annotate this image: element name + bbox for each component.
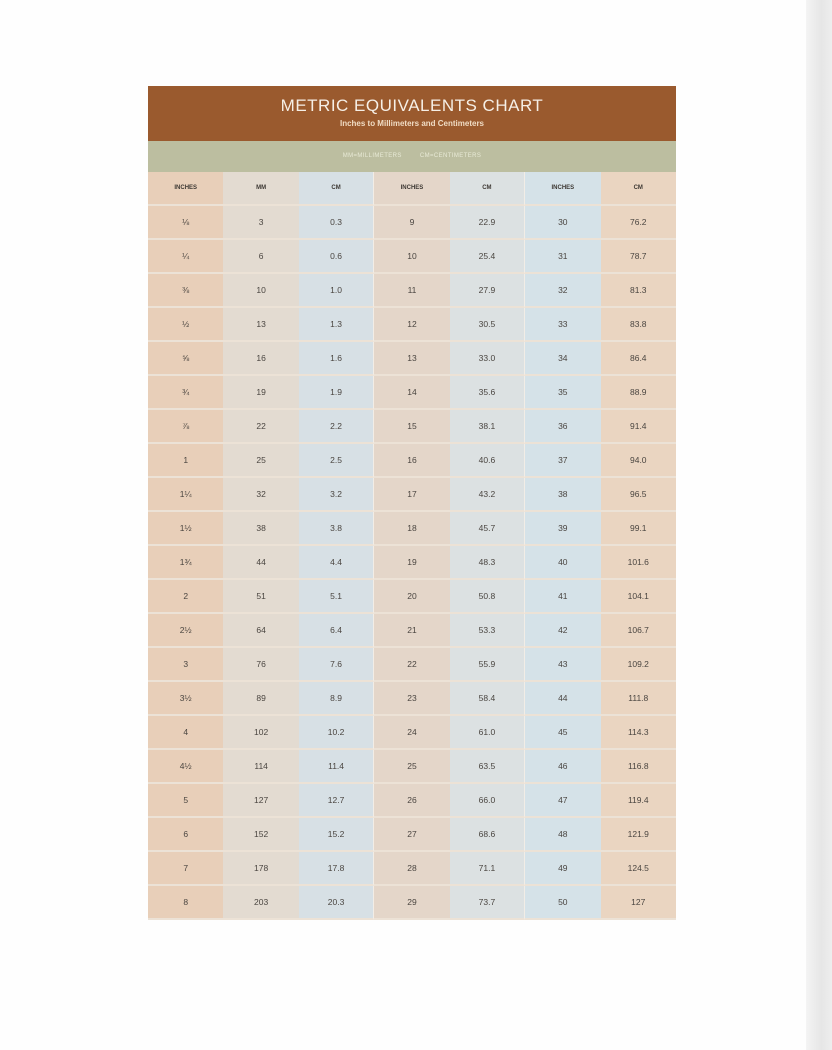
table-cell: 40.6 xyxy=(450,444,525,478)
table-cell: 14 xyxy=(374,376,449,410)
table-row xyxy=(148,206,676,240)
table-cell: 83.8 xyxy=(601,308,676,342)
table-row xyxy=(148,546,676,580)
table-cell: 2.2 xyxy=(299,410,374,444)
table-cell: 102 xyxy=(223,716,298,750)
table-cell: 73.7 xyxy=(450,886,525,920)
table-row xyxy=(148,342,676,376)
table-cell: 51 xyxy=(223,580,298,614)
table-cell: 6.4 xyxy=(299,614,374,648)
table-cell: 1½ xyxy=(148,512,223,546)
table-cell: 119.4 xyxy=(601,784,676,818)
table-cell: 33 xyxy=(525,308,600,342)
table-cell: ⅜ xyxy=(148,274,223,308)
table-cell: 20.3 xyxy=(299,886,374,920)
table-cell: 10 xyxy=(374,240,449,274)
table-cell: 38 xyxy=(525,478,600,512)
table-cell: 9 xyxy=(374,206,449,240)
table-cell: 114.3 xyxy=(601,716,676,750)
table-row xyxy=(148,410,676,444)
table-cell: ½ xyxy=(148,308,223,342)
table-row xyxy=(148,308,676,342)
table-cell: 22 xyxy=(374,648,449,682)
table-cell: 17 xyxy=(374,478,449,512)
chart-title: METRIC EQUIVALENTS CHART xyxy=(280,96,544,115)
table-cell: 81.3 xyxy=(601,274,676,308)
table-cell: 20 xyxy=(374,580,449,614)
table-cell: 1 xyxy=(148,444,223,478)
table-cell: 43 xyxy=(525,648,600,682)
table-cell: 5 xyxy=(148,784,223,818)
table-cell: 94.0 xyxy=(601,444,676,478)
table-cell: 28 xyxy=(374,852,449,886)
table-row xyxy=(148,580,676,614)
table-cell: 12.7 xyxy=(299,784,374,818)
table-cell: 63.5 xyxy=(450,750,525,784)
column-header: CM xyxy=(299,172,374,206)
table-cell: 6 xyxy=(148,818,223,852)
table-cell: 46 xyxy=(525,750,600,784)
table-cell: 38 xyxy=(223,512,298,546)
table-cell: 4.4 xyxy=(299,546,374,580)
table-cell: 76 xyxy=(223,648,298,682)
table-cell: 88.9 xyxy=(601,376,676,410)
table-cell: 1¼ xyxy=(148,478,223,512)
table-cell: 31 xyxy=(525,240,600,274)
table-row xyxy=(148,750,676,784)
table-cell: 33.0 xyxy=(450,342,525,376)
table-cell: 44 xyxy=(525,682,600,716)
table-row xyxy=(148,614,676,648)
column-header: INCHES xyxy=(148,172,223,206)
table-cell: 127 xyxy=(223,784,298,818)
table-cell: 116.8 xyxy=(601,750,676,784)
conversion-table xyxy=(148,172,676,920)
table-cell: 25 xyxy=(223,444,298,478)
column-header: CM xyxy=(601,172,676,206)
table-cell: 71.1 xyxy=(450,852,525,886)
table-cell: 18 xyxy=(374,512,449,546)
table-cell: 1¾ xyxy=(148,546,223,580)
table-cell: 76.2 xyxy=(601,206,676,240)
table-cell: 178 xyxy=(223,852,298,886)
table-row xyxy=(148,886,676,920)
table-cell: 3 xyxy=(223,206,298,240)
table-row xyxy=(148,274,676,308)
table-header-row xyxy=(148,172,676,206)
table-cell: 5.1 xyxy=(299,580,374,614)
table-cell: 99.1 xyxy=(601,512,676,546)
column-header: INCHES xyxy=(525,172,600,206)
table-cell: 40 xyxy=(525,546,600,580)
table-cell: 109.2 xyxy=(601,648,676,682)
table-cell: 68.6 xyxy=(450,818,525,852)
table-row xyxy=(148,682,676,716)
table-cell: 49 xyxy=(525,852,600,886)
table-cell: 3½ xyxy=(148,682,223,716)
table-cell: 55.9 xyxy=(450,648,525,682)
table-cell: 27 xyxy=(374,818,449,852)
table-cell: 22 xyxy=(223,410,298,444)
table-cell: 45 xyxy=(525,716,600,750)
table-cell: 38.1 xyxy=(450,410,525,444)
table-cell: 19 xyxy=(374,546,449,580)
table-cell: 152 xyxy=(223,818,298,852)
table-cell: 35.6 xyxy=(450,376,525,410)
table-cell: 47 xyxy=(525,784,600,818)
table-cell: 50 xyxy=(525,886,600,920)
column-header: CM xyxy=(450,172,525,206)
table-cell: 32 xyxy=(223,478,298,512)
table-cell: 13 xyxy=(223,308,298,342)
table-cell: 58.4 xyxy=(450,682,525,716)
table-row xyxy=(148,818,676,852)
table-cell: 25.4 xyxy=(450,240,525,274)
table-cell: 1.9 xyxy=(299,376,374,410)
table-cell: 1.3 xyxy=(299,308,374,342)
table-cell: 0.3 xyxy=(299,206,374,240)
table-cell: 3.8 xyxy=(299,512,374,546)
table-row xyxy=(148,478,676,512)
table-cell: 36 xyxy=(525,410,600,444)
table-cell: 44 xyxy=(223,546,298,580)
table-cell: 3 xyxy=(148,648,223,682)
table-cell: 17.8 xyxy=(299,852,374,886)
table-cell: 78.7 xyxy=(601,240,676,274)
column-header: MM xyxy=(223,172,298,206)
table-cell: 43.2 xyxy=(450,478,525,512)
table-cell: 24 xyxy=(374,716,449,750)
table-cell: 121.9 xyxy=(601,818,676,852)
table-cell: 48.3 xyxy=(450,546,525,580)
table-cell: 13 xyxy=(374,342,449,376)
table-cell: 53.3 xyxy=(450,614,525,648)
chart-subtitle: Inches to Millimeters and Centimeters xyxy=(339,119,485,128)
table-row xyxy=(148,512,676,546)
table-cell: 1.6 xyxy=(299,342,374,376)
table-cell: 2.5 xyxy=(299,444,374,478)
table-cell: 30.5 xyxy=(450,308,525,342)
table-cell: 1.0 xyxy=(299,274,374,308)
table-cell: 42 xyxy=(525,614,600,648)
table-cell: 104.1 xyxy=(601,580,676,614)
title-bar xyxy=(148,86,676,141)
table-cell: 15 xyxy=(374,410,449,444)
table-cell: 25 xyxy=(374,750,449,784)
table-cell: 61.0 xyxy=(450,716,525,750)
table-row xyxy=(148,376,676,410)
table-cell: 111.8 xyxy=(601,682,676,716)
table-cell: 4 xyxy=(148,716,223,750)
table-cell: 29 xyxy=(374,886,449,920)
table-cell: 48 xyxy=(525,818,600,852)
table-cell: 27.9 xyxy=(450,274,525,308)
table-cell: 10 xyxy=(223,274,298,308)
table-cell: 23 xyxy=(374,682,449,716)
table-cell: 11 xyxy=(374,274,449,308)
table-cell: 2 xyxy=(148,580,223,614)
table-cell: 96.5 xyxy=(601,478,676,512)
table-cell: 15.2 xyxy=(299,818,374,852)
table-cell: 106.7 xyxy=(601,614,676,648)
table-cell: 91.4 xyxy=(601,410,676,444)
table-cell: 21 xyxy=(374,614,449,648)
table-row xyxy=(148,852,676,886)
table-row xyxy=(148,716,676,750)
table-cell: 124.5 xyxy=(601,852,676,886)
table-cell: 101.6 xyxy=(601,546,676,580)
table-cell: 86.4 xyxy=(601,342,676,376)
table-cell: 11.4 xyxy=(299,750,374,784)
table-cell: 8.9 xyxy=(299,682,374,716)
table-row xyxy=(148,648,676,682)
table-cell: ⅛ xyxy=(148,206,223,240)
table-cell: 4½ xyxy=(148,750,223,784)
table-cell: 66.0 xyxy=(450,784,525,818)
legend-mm: MM=MILLIMETERS xyxy=(342,153,402,159)
table-cell: ⅞ xyxy=(148,410,223,444)
table-cell: 89 xyxy=(223,682,298,716)
table-cell: ¾ xyxy=(148,376,223,410)
table-cell: ¼ xyxy=(148,240,223,274)
table-cell: 26 xyxy=(374,784,449,818)
table-cell: 0.6 xyxy=(299,240,374,274)
legend-bar xyxy=(148,141,676,172)
table-cell: 8 xyxy=(148,886,223,920)
table-cell: 3.2 xyxy=(299,478,374,512)
table-cell: 41 xyxy=(525,580,600,614)
table-cell: 50.8 xyxy=(450,580,525,614)
table-row xyxy=(148,784,676,818)
table-cell: 203 xyxy=(223,886,298,920)
table-cell: 16 xyxy=(374,444,449,478)
table-cell: 10.2 xyxy=(299,716,374,750)
table-cell: 12 xyxy=(374,308,449,342)
table-cell: 114 xyxy=(223,750,298,784)
table-cell: 64 xyxy=(223,614,298,648)
table-cell: 35 xyxy=(525,376,600,410)
page-edge-shadow xyxy=(806,0,832,1050)
table-cell: 45.7 xyxy=(450,512,525,546)
table-row xyxy=(148,240,676,274)
table-cell: 34 xyxy=(525,342,600,376)
table-cell: 6 xyxy=(223,240,298,274)
legend-cm: CM=CENTIMETERS xyxy=(419,153,482,159)
table-cell: 19 xyxy=(223,376,298,410)
table-row xyxy=(148,444,676,478)
table-cell: 30 xyxy=(525,206,600,240)
table-cell: 37 xyxy=(525,444,600,478)
metric-equivalents-chart xyxy=(148,86,676,920)
column-header: INCHES xyxy=(374,172,449,206)
table-cell: 32 xyxy=(525,274,600,308)
table-cell: 127 xyxy=(601,886,676,920)
table-cell: 7 xyxy=(148,852,223,886)
table-cell: ⅝ xyxy=(148,342,223,376)
table-cell: 22.9 xyxy=(450,206,525,240)
table-cell: 2½ xyxy=(148,614,223,648)
table-cell: 7.6 xyxy=(299,648,374,682)
table-cell: 39 xyxy=(525,512,600,546)
table-cell: 16 xyxy=(223,342,298,376)
